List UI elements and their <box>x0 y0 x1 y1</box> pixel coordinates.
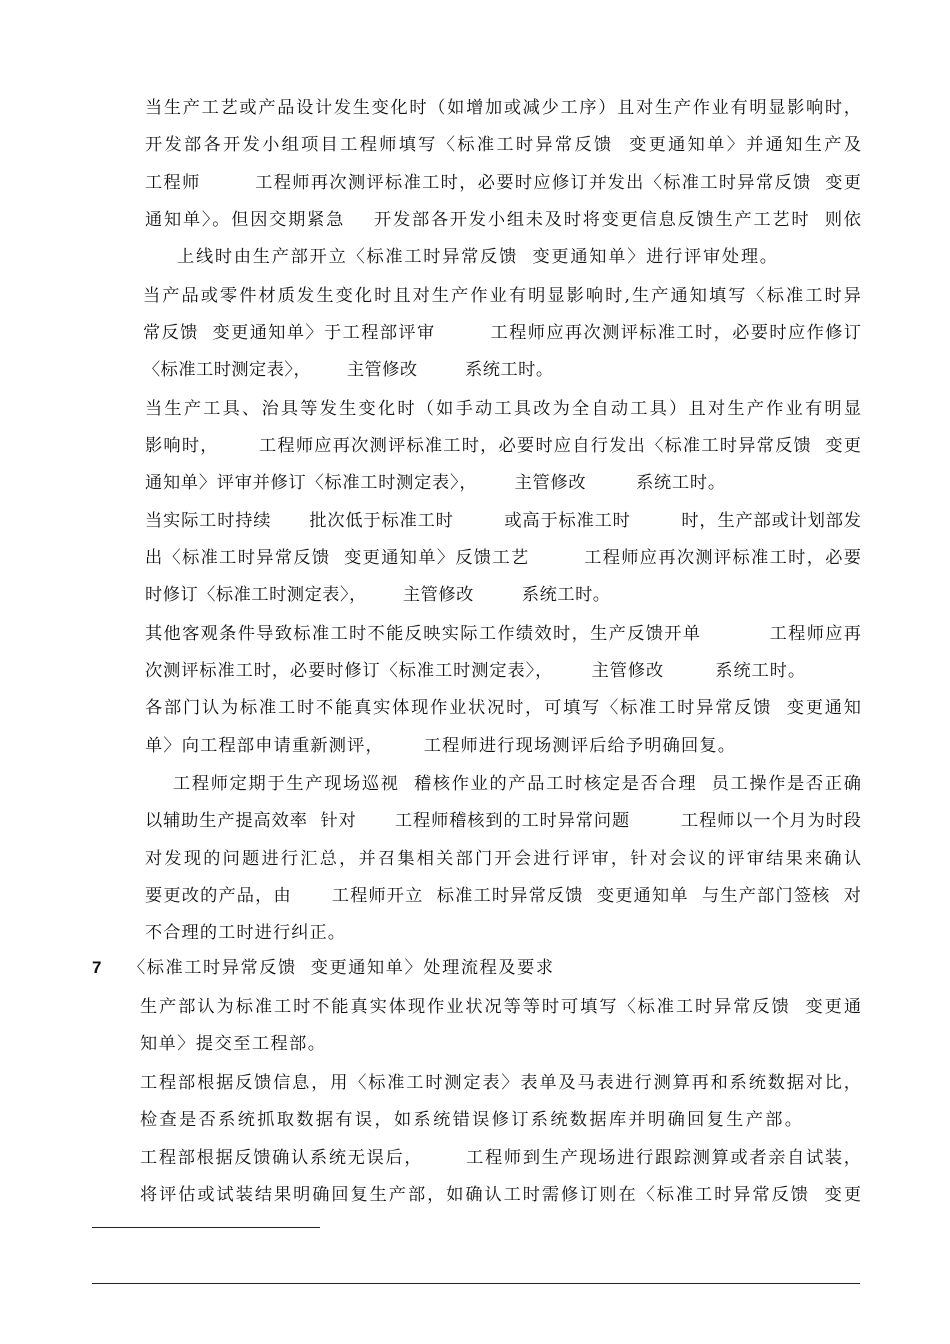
text-line: 知单〉提交至工程部。 <box>140 1034 327 1054</box>
text-line: 要更改的产品，由 工程师开立 标准工时异常反馈 变更通知单 与生产部门签核 对 <box>145 886 863 906</box>
footnote-separator <box>92 1227 320 1228</box>
text-line: 检查是否系统抓取数据有误，如系统错误修订系统数据库并明确回复生产部。 <box>140 1110 805 1130</box>
text-line: 各部门认为标准工时不能真实体现作业状况时，可填写〈标准工时异常反馈 变更通知 <box>145 698 863 718</box>
text-line: 当生产工艺或产品设计发生变化时（如增加或减少工序）且对生产作业有明显影响时， <box>145 98 863 118</box>
text-line: 工程部根据反馈信息，用〈标准工时测定表〉表单及马表进行测算再和系统数据对比， <box>140 1073 863 1093</box>
text-line: 单〉向工程部申请重新测评， 工程师进行现场测评后给予明确回复。 <box>145 736 737 756</box>
text-line: 工程部根据反馈确认系统无误后， 工程师到生产现场进行跟踪测算或者亲自试装， <box>140 1148 863 1168</box>
text-line: 其他客观条件导致标准工时不能反映实际工作绩效时，生产反馈开单 工程师应再 <box>145 624 863 644</box>
text-line: 通知单〉。但因交期紧急 开发部各开发小组未及时将变更信息反馈生产工艺时 则依 <box>145 210 863 230</box>
section-heading: 〈标准工时异常反馈 变更通知单〉处理流程及要求 <box>128 958 555 978</box>
text-line: 生产部认为标准工时不能真实体现作业状况等等时可填写〈标准工时异常反馈 变更通 <box>140 997 863 1017</box>
text-line: 对发现的问题进行汇总，并召集相关部门开会进行评审，针对会议的评审结果来确认 <box>145 849 864 869</box>
footer-rule <box>92 1283 860 1284</box>
text-line: 通知单〉评审并修订〈标准工时测定表〉， 主管修改 系统工时。 <box>145 473 726 493</box>
text-line: 不合理的工时进行纠正。 <box>145 923 347 943</box>
text-line: 工程师 工程师再次测评标准工时，必要时应修订并发出〈标准工时异常反馈 变更 <box>145 173 863 193</box>
text-line: 影响时， 工程师应再次测评标准工时，必要时应自行发出〈标准工时异常反馈 变更 <box>145 436 863 456</box>
text-line: 当生产工具、治具等发生变化时（如手动工具改为全自动工具）且对生产作业有明显 <box>145 399 864 419</box>
text-line: 当产品或零件材质发生变化时且对生产作业有明显影响时,生产通知填写〈标准工时异 <box>143 286 864 306</box>
text-line: 开发部各开发小组项目工程师填写〈标准工时异常反馈 变更通知单〉并通知生产及 <box>145 135 864 155</box>
text-line: 〈标准工时测定表〉， 主管修改 系统工时。 <box>143 360 554 380</box>
section-number: 7 <box>92 958 102 977</box>
text-line: 次测评标准工时，必要时修订〈标准工时测定表〉， 主管修改 系统工时。 <box>145 661 806 681</box>
text-line: 当实际工时持续 批次低于标准工时 或高于标准工时 时，生产部或计划部发 <box>145 511 862 531</box>
text-line: 常反馈 变更通知单〉于工程部评审 工程师应再次测评标准工时，必要时应作修订 <box>143 323 863 343</box>
text-line: 以辅助生产提高效率 针对 工程师稽核到的工时异常问题 工程师以一个月为时段 <box>145 811 862 831</box>
text-line: 时修订〈标准工时测定表〉， 主管修改 系统工时。 <box>145 585 611 605</box>
text-line: 出〈标准工时异常反馈 变更通知单〉反馈工艺 工程师应再次测评标准工时，必要 <box>145 548 863 568</box>
text-line: 工程师定期于生产现场巡视 稽核作业的产品工时核定是否合理 员工操作是否正确 <box>173 774 863 794</box>
text-line: 将评估或试装结果明确回复生产部，如确认工时需修订则在〈标准工时异常反馈 变更 <box>140 1185 863 1205</box>
text-line: 上线时由生产部开立〈标准工时异常反馈 变更通知单〉进行评审处理。 <box>177 247 779 267</box>
